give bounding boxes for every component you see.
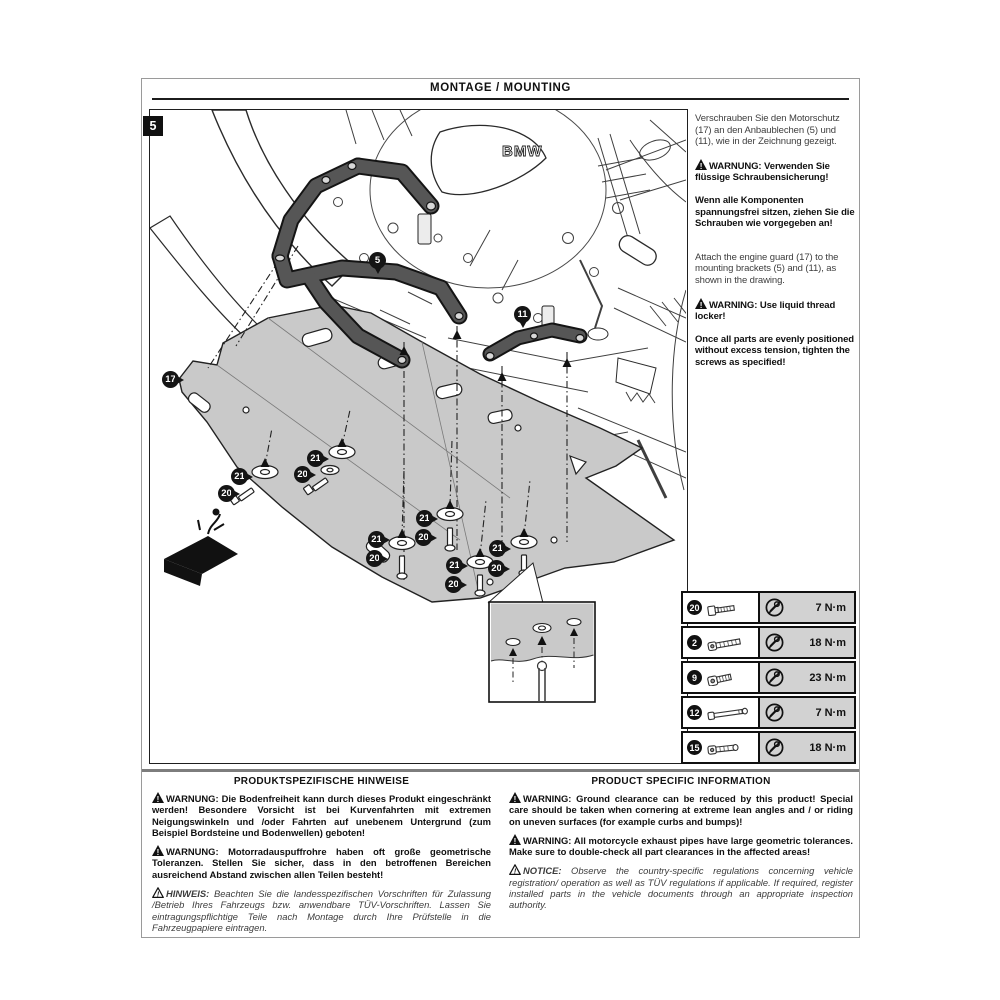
callout-21: 21 — [307, 450, 324, 467]
torque-row — [681, 626, 856, 659]
instructions-german — [695, 113, 855, 230]
torque-value: 7 N·m — [815, 706, 846, 719]
torque-value: 7 N·m — [815, 601, 846, 614]
callout-20: 20 — [488, 560, 505, 577]
product-info-english — [509, 776, 853, 918]
mounting-bracket-11 — [486, 306, 584, 381]
callout-20: 20 — [218, 485, 235, 502]
warning-icon — [152, 792, 164, 803]
callout-20: 20 — [415, 529, 432, 546]
torque-row — [681, 696, 856, 729]
svg-text:!: ! — [156, 794, 160, 803]
instruction-text-en: Once all parts are evenly positioned without excess tension, tighten the screws as specified! — [695, 333, 855, 368]
part-number-badge: 15 — [687, 740, 702, 755]
section-heading-de: PRODUKTSPEZIFISCHE HINWEISE — [233, 776, 410, 787]
torque-spec-table — [681, 591, 856, 766]
svg-text:!: ! — [513, 868, 517, 876]
svg-text:!: ! — [513, 794, 517, 803]
no-power-tool-icon — [764, 737, 785, 758]
warning-icon — [152, 845, 164, 856]
callout-21: 21 — [446, 557, 463, 574]
torque-value: 18 N·m — [809, 741, 846, 754]
warning-paragraph: ! WARNING: Ground clearance can be reduced by this product! Special care should be taken when cornering at extreme lean angles and / or riding on uneven surfaces (for example curbs and bumps)! — [509, 793, 853, 827]
page-title: MONTAGE / MOUNTING — [430, 82, 571, 94]
socket-bolt-icon — [706, 635, 750, 651]
notice-icon — [509, 864, 521, 875]
instructions-english — [695, 252, 855, 369]
ground-clearance-pictogram — [164, 509, 238, 587]
torque-row — [681, 661, 856, 694]
callout-21: 21 — [416, 510, 433, 527]
callout-21: 21 — [489, 540, 506, 557]
callout-17: 17 — [162, 371, 179, 388]
title-divider — [152, 98, 849, 100]
hex-bolt-icon — [706, 600, 750, 616]
svg-text:!: ! — [156, 847, 160, 857]
warning-paragraph: ! WARNING: All motorcycle exhaust pipes have large geometric tolerances. Make sure to double-check all part clearances in the affected areas! — [509, 834, 853, 858]
long-bolt-icon — [706, 705, 750, 721]
section-heading-en: PRODUCT SPECIFIC INFORMATION — [591, 776, 771, 787]
manual-page — [141, 78, 860, 938]
svg-text:!: ! — [513, 836, 517, 845]
callout-21: 21 — [231, 468, 248, 485]
no-power-tool-icon — [764, 632, 785, 653]
socket-bolt-icon — [706, 740, 750, 756]
notice-icon — [152, 887, 164, 898]
skid-plate — [179, 305, 674, 602]
no-power-tool-icon — [764, 702, 785, 723]
torque-row — [681, 591, 856, 624]
torque-value: 18 N·m — [809, 636, 846, 649]
part-number-badge: 12 — [687, 705, 702, 720]
warning-icon — [509, 792, 521, 803]
callout-20: 20 — [445, 576, 462, 593]
instruction-text-de: Verschrauben Sie den Motorschutz (17) an den Anbaublechen (5) und (11), wie in der Zeichnung gezeigt. — [695, 113, 840, 148]
instruction-text-en: Attach the engine guard (17) to the mounting brackets (5) and (11), as shown in the drawing. — [695, 251, 839, 286]
warning-icon — [695, 159, 707, 170]
callout-11: 11 — [514, 306, 531, 323]
svg-text:!: ! — [699, 161, 703, 170]
svg-text:!: ! — [156, 891, 160, 899]
warning-paragraph: ! WARNUNG: Die Bodenfreiheit kann durch dieses Produkt eingeschränkt werden! Besondere Vorsicht ist bei Kurvenfahrten mit extremen Neigungswinkeln und /oder Fahrten auf unebenem Untergrund (zum Beispiel Bordsteine und Bodenwellen) geboten! — [152, 793, 491, 838]
no-power-tool-icon — [764, 597, 785, 618]
warning-paragraph: ! WARNUNG: Motorradauspuffrohre haben oft große geometrische Toleranzen. Stellen Sie sicher, dass in den betroffenen Bereichen ausreichend Abstand zwischen allen Teilen besteht! — [152, 846, 492, 880]
notice-paragraph: ! NOTICE: Observe the country-specific regulations concerning vehicle registration/ operation as well as TÜV regulations if applicable. If required, register installed parts in the vehicle documents through an appropriate inspection authority. — [509, 865, 853, 911]
assembly-drawing — [149, 109, 688, 764]
product-info-german — [152, 776, 491, 940]
socket-bolt-icon — [706, 670, 750, 686]
notice-paragraph: ! HINWEIS: Beachten Sie die landesspezifischen Vorschriften für Zulassung /Betrieb Ihres Fahrzeugs bzw. anwendbare TÜV-Vorschriften. Lassen Sie eintragungspflichtige Teile nach Montage durch Ihre Prüfstelle in die Fahrzeugpapiere eintragen. — [152, 888, 491, 933]
part-number-badge: 20 — [687, 600, 702, 615]
torque-row — [681, 731, 856, 764]
warning-icon — [695, 298, 707, 309]
callout-21: 21 — [368, 531, 385, 548]
no-power-tool-icon — [764, 667, 785, 688]
step-number-badge: 5 — [143, 116, 163, 136]
callout-20: 20 — [366, 550, 383, 567]
callout-5: 5 — [369, 252, 386, 269]
part-number-badge: 9 — [687, 670, 702, 685]
instruction-text-de: Wenn alle Komponenten spannungsfrei sitzen, ziehen Sie die Schrauben wie vorgegeben an! — [695, 194, 855, 230]
instruction-column — [695, 113, 855, 380]
torque-value: 23 N·m — [809, 671, 846, 684]
warning-en: ! WARNING: Use liquid thread locker! — [695, 299, 836, 323]
part-number-badge: 2 — [687, 635, 702, 650]
assembly-drawing-svg — [150, 110, 686, 762]
warning-icon — [509, 834, 521, 845]
warning-de: ! WARNUNG: Verwenden Sie flüssige Schraubensicherung! — [695, 160, 830, 184]
callout-20: 20 — [294, 466, 311, 483]
svg-text:!: ! — [699, 300, 703, 309]
section-divider — [142, 769, 859, 772]
engine-brand-logo: BMW — [502, 143, 543, 160]
